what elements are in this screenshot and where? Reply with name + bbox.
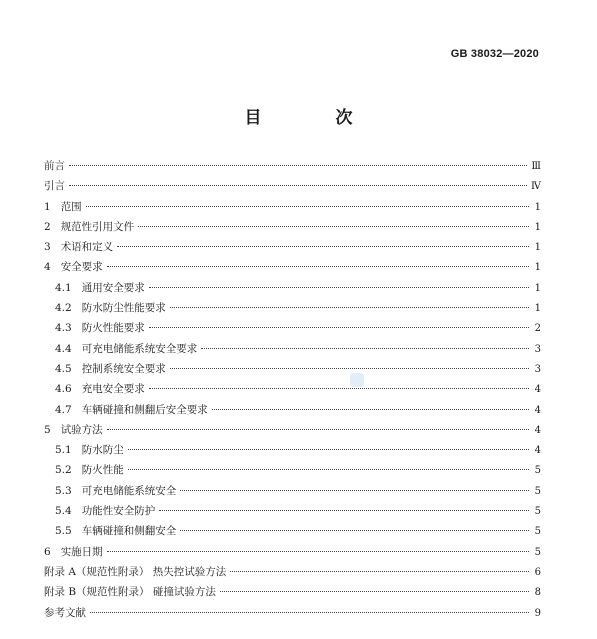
dot-leader [69,185,527,186]
toc-entry-number: 4.5 [55,362,72,375]
toc-entry-label: 安全要求 [60,261,103,274]
toc-entry-number: 4.6 [55,383,72,396]
toc-entry-number: 3 [44,241,51,254]
toc-entry-page: 5 [534,506,541,518]
toc-entry-number: 5.3 [55,484,72,497]
toc-entry-page: 4 [534,404,541,416]
toc-entry[interactable] [44,420,541,440]
toc-entry-label: 防火性能 [81,464,124,477]
dot-leader [107,266,529,267]
toc-entry[interactable] [44,460,541,480]
toc-entry-label: 术语和定义 [60,241,114,254]
toc-entry-label: 范围 [60,200,82,213]
toc-entry[interactable] [44,582,541,602]
toc-entry-label: 引言 [44,180,65,193]
toc-entry[interactable] [44,176,541,196]
toc-entry[interactable] [44,359,541,379]
dot-leader [128,449,529,450]
toc-entry-page: 4 [534,445,541,457]
dot-leader [149,287,529,288]
toc-entry-page: 1 [534,262,541,274]
toc-entry-label: 功能性安全防护 [81,505,156,518]
toc-entry-page: Ⅳ [531,181,541,193]
toc-entry-number: 4.7 [55,403,72,416]
toc-entry[interactable] [44,400,541,420]
toc-entry-label: 试验方法 [60,423,103,436]
toc-entry-page: 5 [534,546,541,558]
standard-code: GB 38032—2020 [450,48,539,60]
toc-entry-page: Ⅲ [531,161,541,172]
toc-entry-number: 4 [44,261,51,274]
toc-entry[interactable] [44,217,541,237]
toc-entry-label: 规范性引用文件 [60,220,135,233]
toc-entry-page: 5 [534,465,541,477]
dot-leader [180,530,529,531]
toc-entry-label: 参考文献 [44,606,86,619]
toc-entry-page: 9 [534,607,541,619]
toc-entry-number: 4.4 [55,342,72,355]
toc-entry-page: 1 [534,201,541,213]
dot-leader [149,327,529,328]
toc-entry[interactable] [44,278,541,298]
toc-entry-page: 1 [534,282,541,294]
toc-entry-label: 通用安全要求 [81,281,145,294]
toc-entry-page: 1 [534,221,541,233]
toc-entry-label: 车辆碰撞和侧翻后安全要求 [81,403,208,416]
dot-leader [149,388,529,389]
toc-entry-label: 控制系统安全要求 [81,362,166,375]
toc-entry-number: 5 [44,423,51,436]
toc-entry[interactable] [44,318,541,338]
toc-entry-number: 4.2 [55,302,72,315]
toc-entry-number: 5.5 [55,525,72,538]
toc-entry-number: 5.4 [55,505,72,518]
toc-entry[interactable] [44,379,541,399]
toc-entry[interactable] [44,603,541,623]
toc-entry-label: 可充电储能系统安全要求 [81,342,198,355]
toc-entry[interactable] [44,339,541,359]
toc-entry-label: 附录 A（规范性附录） 热失控试验方法 [44,565,227,578]
dot-leader [220,591,529,592]
toc-entry-label: 充电安全要求 [81,383,145,396]
page-title: 目 次 [244,108,387,128]
toc-entry-page: 3 [534,363,541,375]
dot-leader [128,469,529,470]
toc-entry-label: 前言 [44,160,65,172]
toc-entry-label: 防水防尘 [81,444,124,457]
toc-entry-number: 5.1 [55,444,72,457]
toc-entry-page: 5 [534,485,541,497]
dot-leader [117,246,529,247]
dot-leader [90,612,529,613]
dot-leader [107,429,529,430]
toc-entry[interactable] [44,542,541,562]
toc-entry-page: 1 [534,303,541,315]
dot-leader [212,409,529,410]
toc-entry-label: 车辆碰撞和侧翻安全 [81,525,177,538]
toc-entry-label: 可充电储能系统安全 [81,484,177,497]
toc-entry[interactable] [44,298,541,318]
toc-entry[interactable] [44,237,541,257]
toc-entry-number: 5.2 [55,464,72,477]
toc-entry-number: 4.3 [55,322,72,335]
toc-entry-label: 防火性能要求 [81,322,145,335]
toc-entry[interactable] [44,197,541,217]
dot-leader [107,551,529,552]
dot-leader [230,571,529,572]
toc-entry-number: 2 [44,220,51,233]
toc-entry-page: 4 [534,424,541,436]
toc-entry[interactable] [44,501,541,521]
dot-leader [180,490,529,491]
toc-entry[interactable] [44,521,541,541]
toc-entry-page: 2 [534,323,541,335]
toc-entry-page: 1 [534,242,541,254]
toc-entry-page: 3 [534,343,541,355]
dot-leader [159,510,529,511]
toc-entry-number: 4.1 [55,281,72,294]
toc-entry[interactable] [44,562,541,582]
toc-entry[interactable] [44,440,541,460]
dot-leader [138,226,529,227]
toc-entry-page: 6 [534,566,541,578]
toc-entry-number: 6 [44,545,51,558]
dot-leader [86,206,529,207]
toc-entry[interactable] [44,481,541,501]
dot-leader [201,348,529,349]
toc-entry[interactable] [44,156,541,176]
table-of-contents [44,156,541,623]
toc-entry[interactable] [44,257,541,277]
toc-entry-label: 防水防尘性能要求 [81,302,166,315]
toc-entry-number: 1 [44,200,51,213]
toc-entry-label: 附录 B（规范性附录） 碰撞试验方法 [44,586,216,599]
toc-entry-page: 8 [534,587,541,599]
toc-entry-label: 实施日期 [60,545,103,558]
toc-entry-page: 5 [534,526,541,538]
dot-leader [170,368,529,369]
dot-leader [69,165,527,166]
dot-leader [170,307,529,308]
toc-entry-page: 4 [534,384,541,396]
